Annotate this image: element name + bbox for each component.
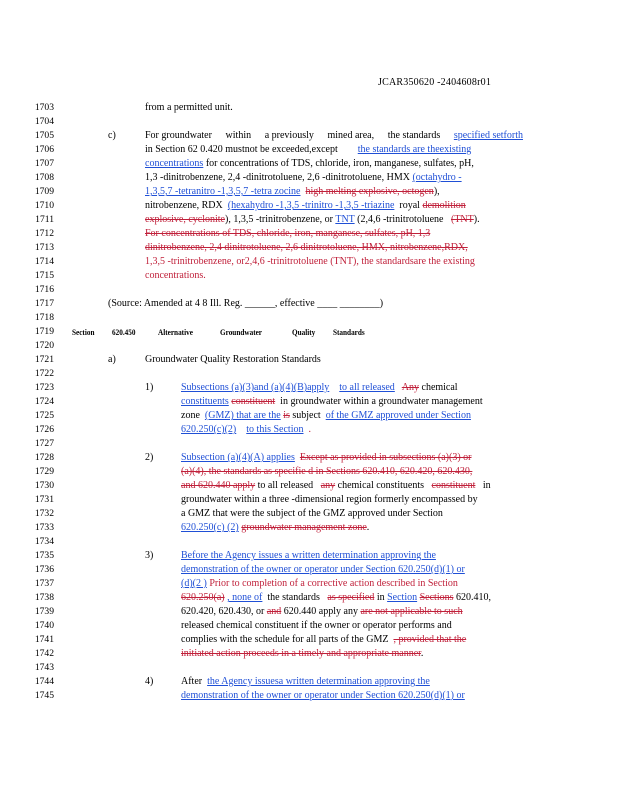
inserted-text: to all released [339, 382, 395, 393]
text-line: 1,3,5,7 -tetranitro -1,3,5,7 -tetra zocine high melting explosive, octogen), [145, 186, 440, 197]
line-number: 1742 [34, 648, 54, 659]
line-number: 1744 [34, 676, 54, 687]
line-number: 1738 [34, 592, 54, 603]
subsection-title: Groundwater Quality Restoration Standards [145, 354, 321, 365]
inserted-text: constituents [181, 396, 229, 407]
inserted-text: the standards are theexisting [357, 144, 472, 155]
inserted-text: 620.250(c) (2) [181, 522, 239, 533]
line-number: 1722 [34, 368, 54, 379]
line-number: 1730 [34, 480, 54, 491]
text-line: groundwater within a three -dimensional region formerly encompassed by [181, 494, 478, 505]
inserted-text: Before the Agency issues a written determination approving the [181, 550, 436, 561]
deleted-text: initiated action proceeds in a timely and appropriate manner [181, 648, 421, 659]
line-number: 1728 [34, 452, 54, 463]
line-number: 1726 [34, 424, 54, 435]
inserted-text: 1,3,5,7 -tetranitro -1,3,5,7 -tetra zocine [145, 186, 301, 197]
inserted-text: Subsection (a)(4)(A) applies [181, 452, 295, 463]
line-number: 1731 [34, 494, 54, 505]
deleted-text: (TNT [450, 214, 474, 225]
text-line: 620.250(c)(2) to this Section . [181, 424, 311, 435]
line-number: 1740 [34, 620, 54, 631]
deleted-text: Prior to completion of a corrective action described in Section [209, 578, 458, 589]
deleted-text: high melting explosive, octogen [305, 186, 434, 197]
deleted-text: is [283, 410, 290, 421]
line-number: 1729 [34, 466, 54, 477]
line-number: 1721 [34, 354, 54, 365]
line-number: 1704 [34, 116, 54, 127]
line-number: 1714 [34, 256, 54, 267]
line-number: 1734 [34, 536, 54, 547]
inserted-text: , none of [227, 592, 263, 603]
text-line: complies with the schedule for all parts of the GMZ , provided that the [181, 634, 467, 645]
text-line: Subsections (a)(3)and (a)(4)(B)apply to all released Any chemical [181, 382, 458, 393]
line-number: 1715 [34, 270, 54, 281]
deleted-text: any [320, 480, 336, 491]
section-word: Section [72, 327, 95, 337]
deleted-text: and [266, 606, 282, 617]
inserted-text: (d)(2 ) [181, 578, 207, 589]
section-number: 620.450 [112, 327, 136, 337]
deleted-text: Sections [419, 592, 454, 603]
line-number: 1713 [34, 242, 54, 253]
section-title-word: Alternative [158, 327, 193, 337]
deleted-text: demolition [422, 200, 466, 211]
text-line: initiated action proceeds in a timely and appropriate manner. [181, 648, 424, 659]
inserted-text: the Agency issuesa written determination approving the [207, 676, 430, 687]
document-header: JCAR350620 -2404608r01 [378, 77, 492, 88]
inserted-text: (hexahydro -1,3,5 -trinitro -1,3,5 -triazine [227, 200, 395, 211]
section-title-word: Standards [333, 327, 365, 337]
paragraph-label: 1) [145, 382, 154, 393]
text-line: constituents constituent in groundwater within a groundwater management [181, 396, 483, 407]
inserted-text: concentrations [145, 158, 204, 169]
text-line: a GMZ that were the subject of the GMZ approved under Section [181, 508, 443, 519]
inserted-text: (GMZ) that are the [204, 410, 281, 421]
deleted-text: constituent [231, 396, 276, 407]
subsection-label: a) [108, 354, 116, 365]
deleted-text: explosive, cyclonite [145, 214, 225, 225]
text-line: explosive, cyclonite), 1,3,5 -trinitrobenzene, or TNT (2,4,6 -trinitrotoluene (TNT). [145, 214, 480, 225]
line-number: 1745 [34, 690, 54, 701]
paragraph-label: 4) [145, 676, 154, 687]
text-line: released chemical constituent if the owner or operator performs and [181, 620, 452, 631]
inserted-text: (octahydro - [412, 172, 462, 183]
section-title-word: Quality [292, 327, 316, 337]
deleted-text: and 620.440 apply [181, 480, 256, 491]
line-number: 1727 [34, 438, 54, 449]
line-number: 1710 [34, 200, 54, 211]
inserted-text: of the GMZ approved under Section [325, 410, 471, 421]
line-number: 1708 [34, 172, 54, 183]
line-number: 1736 [34, 564, 54, 575]
deleted-text: Any [401, 382, 419, 393]
line-number: 1720 [34, 340, 54, 351]
deleted-text: as specified [327, 592, 375, 603]
inserted-text: specified setforth [453, 130, 523, 141]
text-line: For groundwater within a previously mined area, the standards specified setforth [145, 130, 523, 141]
line-number: 1712 [34, 228, 54, 239]
line-number: 1717 [34, 298, 54, 309]
line-number: 1743 [34, 662, 54, 673]
line-number: 1719 [34, 326, 54, 337]
line-number: 1724 [34, 396, 54, 407]
line-number: 1737 [34, 578, 54, 589]
text-line: 620.250(a) , none of the standards as specified in Section Sections 620.410, [181, 592, 491, 603]
section-title-word: Groundwater [220, 327, 263, 337]
inserted-text: Section [387, 592, 418, 603]
text-line [181, 452, 471, 464]
inserted-text: 620.250(c)(2) [181, 424, 237, 435]
deleted-text: (a)(4), the standards as specifie d in Sections 620.410, 620.420, 620.430, [181, 466, 473, 477]
text-line: 1,3 -dinitrobenzene, 2,4 -dinitrotoluene, 2,6 -dinitrotoluene, HMX (octahydro - [145, 172, 462, 183]
line-number: 1741 [34, 634, 54, 645]
line-number: 1732 [34, 508, 54, 519]
deleted-text: constituent [431, 480, 476, 491]
inserted-text: Subsections (a)(3)and (a)(4)(B)apply [181, 382, 330, 393]
line-number: 1716 [34, 284, 54, 295]
line-number: 1733 [34, 522, 54, 533]
text-line [181, 578, 458, 590]
source-note: (Source: Amended at 4 8 Ill. Reg. ______, effective ____ ________) [108, 298, 384, 309]
text-line: nitrobenzene, RDX (hexahydro -1,3,5 -trinitro -1,3,5 -triazine royal demolition [145, 200, 466, 211]
inserted-text: demonstration of the owner or operator under Section 620.250(d)(1) or [181, 564, 465, 575]
text-line: from a permitted unit. [145, 102, 233, 113]
line-number: 1703 [34, 102, 54, 113]
line-number: 1735 [34, 550, 54, 561]
deleted-text: are not applicable to such [360, 606, 463, 617]
text-line: After the Agency issuesa written determination approving the [181, 676, 430, 687]
subsection-label: c) [108, 130, 116, 141]
deleted-text: groundwater management zone [241, 522, 367, 533]
text-line: 1,3,5 -trinitrobenzene, or2,4,6 -trinitrotoluene (TNT), the standardsare the existing [145, 256, 475, 267]
text-line: 620.250(c) (2) groundwater management zone. [181, 522, 370, 533]
text-line: in Section 62 0.420 mustnot be exceeded,except the standards are theexisting [145, 144, 472, 155]
deleted-text: For concentrations of TDS, chloride, iron, manganese, sulfates, pH, 1,3 [145, 228, 431, 239]
deleted-text: Except as provided in subsections (a)(3) or [299, 452, 472, 463]
paragraph-label: 3) [145, 550, 154, 561]
text-line: concentrations. [145, 270, 206, 281]
inserted-text: demonstration of the owner or operator under Section 620.250(d)(1) or [181, 690, 465, 701]
line-number: 1707 [34, 158, 54, 169]
inserted-text: TNT [335, 214, 355, 225]
inserted-text: to this Section [246, 424, 304, 435]
line-number: 1739 [34, 606, 54, 617]
text-line: concentrations for concentrations of TDS, chloride, iron, manganese, sulfates, pH, [145, 158, 474, 169]
line-number: 1723 [34, 382, 54, 393]
line-number: 1725 [34, 410, 54, 421]
text-line: 620.420, 620.430, or and 620.440 apply any are not applicable to such [181, 606, 463, 617]
line-number: 1705 [34, 130, 54, 141]
paragraph-label: 2) [145, 452, 154, 463]
text-line: zone (GMZ) that are the is subject of the GMZ approved under Section [181, 410, 471, 421]
line-number: 1711 [35, 214, 54, 225]
text-line: and 620.440 apply to all released any chemical constituents constituent in [181, 480, 491, 491]
line-number: 1706 [34, 144, 54, 155]
deleted-text: , provided that the [393, 634, 467, 645]
deleted-text: 620.250(a) [181, 592, 225, 603]
line-number: 1709 [34, 186, 54, 197]
line-number: 1718 [34, 312, 54, 323]
deleted-text: dinitrobenzene, 2,4 dinitrotoluene, 2,6 dinitrotoluene, HMX, nitrobenzene,RDX, [145, 242, 468, 253]
